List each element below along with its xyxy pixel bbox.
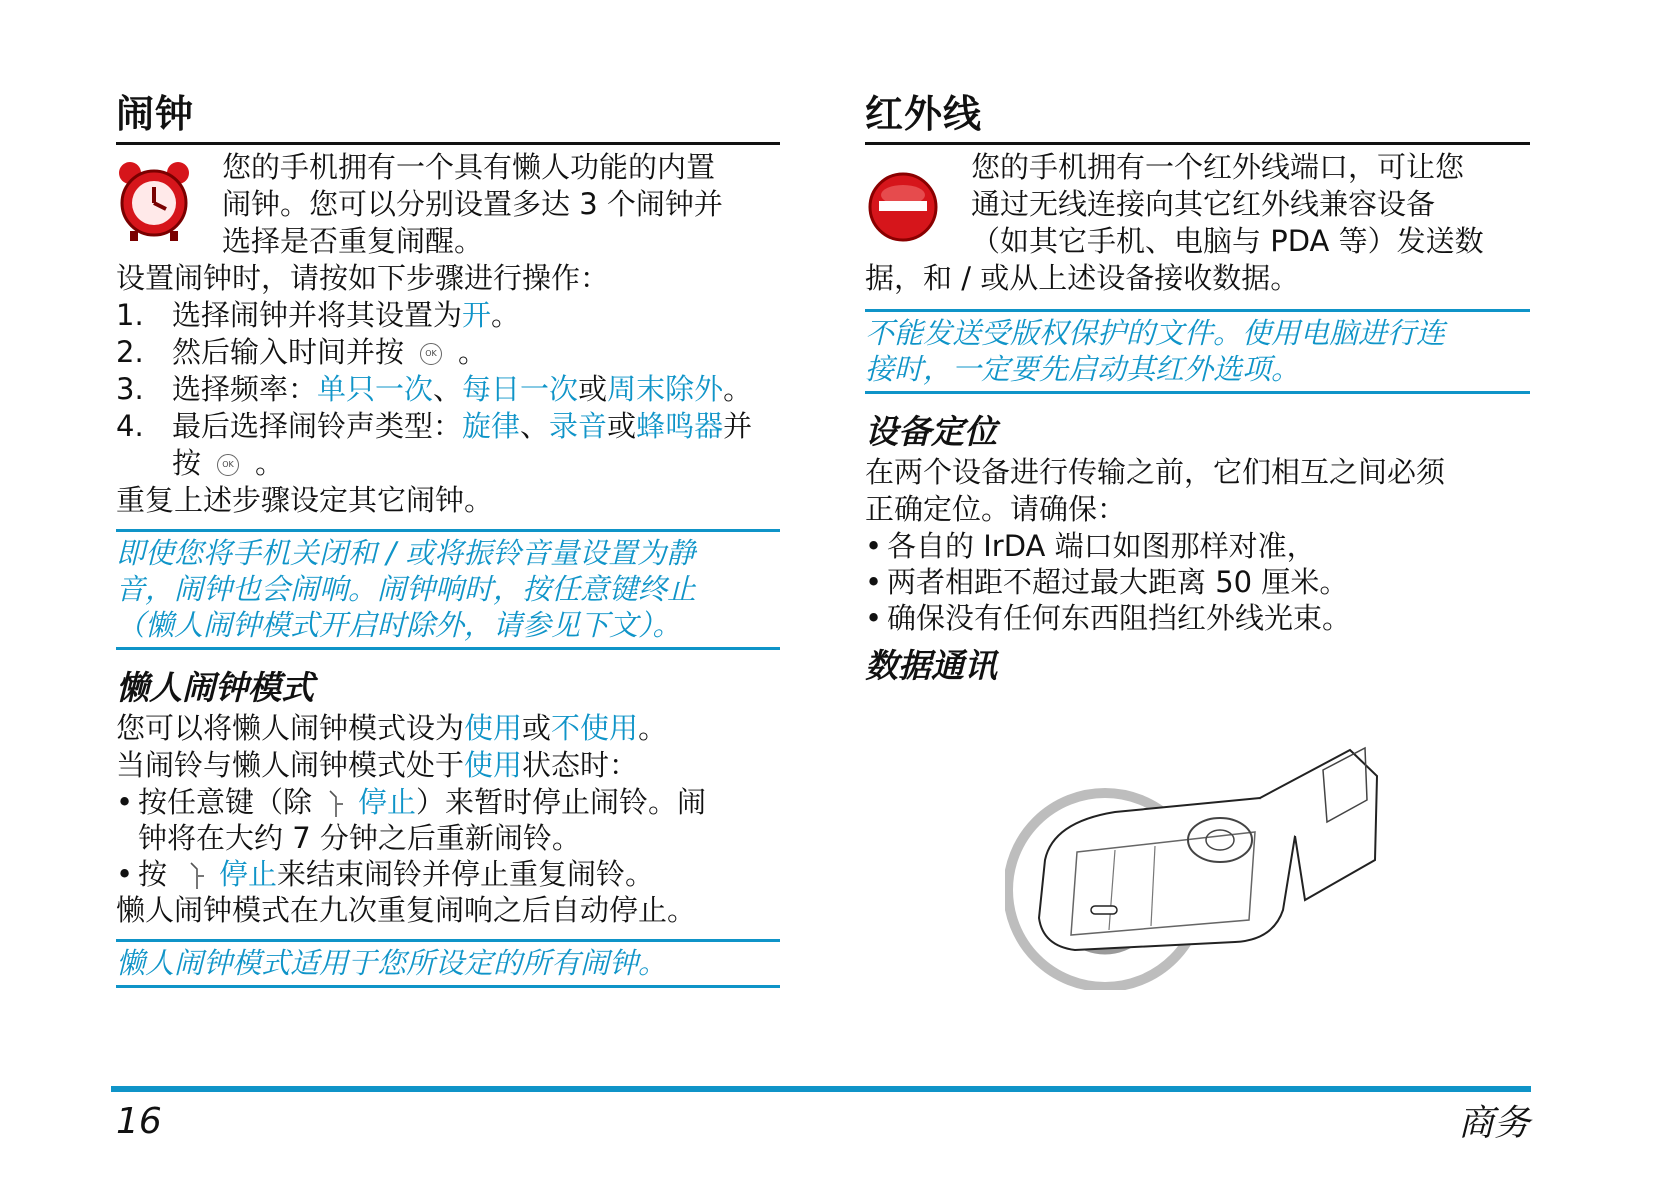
note-line: 不能发送受版权保护的文件。使用电脑进行连 [865,316,1446,350]
step-text: 。 [255,446,285,480]
right-column [865,90,1530,688]
snooze-text: 。 [638,711,668,745]
alarm-intro-line: 您的手机拥有一个具有懒人功能的内置 [222,150,716,184]
bullet-item [116,856,780,892]
step-text: 按 [172,446,202,480]
right-soft-key-icon [185,861,207,891]
option-stop: 停止 [219,857,278,891]
step-item [116,334,780,371]
step-text: 、 [433,372,463,406]
menu-option-buzzer: 蜂鸣器 [636,409,724,443]
note-line: （懒人闹钟模式开启时除外，请参见下文）。 [116,608,682,642]
infrared-title: 红外线 [865,90,1530,145]
positioning-bullets [865,528,1530,636]
step-text: 、 [520,409,550,443]
step-number: 3. [116,372,144,406]
infrared-intro-tail: 据，和 / 或从上述设备接收数据。 [865,261,1300,295]
option-use: 使用 [464,748,523,782]
positioning-line: 正确定位。请确保： [865,492,1127,526]
step-text: 并 [723,409,753,443]
infrared-intro-line: （如其它手机、电脑与 PDA 等）发送数 [971,224,1484,258]
option-stop: 停止 [358,785,417,819]
ok-key-icon: OK [217,454,239,476]
step-text: 。 [491,298,521,332]
step-item [116,408,780,482]
menu-option-daily: 每日一次 [462,372,579,406]
alarm-note [116,529,780,650]
phone-irda-illustration [1005,740,1380,990]
snooze-text: 当闹铃与懒人闹钟模式处于 [116,748,465,782]
step-number: 4. [116,409,144,443]
bullet-text: 按 [138,857,168,891]
infrared-intro-line: 您的手机拥有一个红外线端口，可让您 [971,150,1465,184]
infrared-note [865,309,1530,394]
data-communication-title: 数据通讯 [865,646,997,685]
bullet-item: • 各自的 IrDA 端口如图那样对准， [865,528,1530,564]
left-column [116,90,780,988]
footer-rule [111,1086,1531,1092]
option-use: 使用 [464,711,523,745]
infrared-intro [865,149,1530,260]
positioning-title: 设备定位 [865,412,997,451]
step-item [116,297,780,334]
bullet-text: 来结束闹铃并停止重复闹铃。 [277,857,655,891]
step-text: 。 [723,372,753,406]
alarm-clock-icon [116,159,192,243]
note-line: 懒人闹钟模式适用于您所设定的所有闹钟。 [116,946,668,980]
positioning-line: 在两个设备进行传输之前，它们相互之间必须 [865,455,1446,489]
section-name: 商务 [1457,1103,1530,1144]
step-text: 选择频率： [172,372,318,406]
infrared-intro-line: 通过无线连接向其它红外线兼容设备 [971,187,1436,221]
step-text: 。 [458,335,488,369]
steps-intro: 设置闹钟时，请按如下步骤进行操作： [116,261,610,295]
step-item [116,371,780,408]
alarm-intro-text [116,149,780,260]
snooze-paragraph [116,710,780,747]
bullet-text: 按任意键（除 [138,785,313,819]
alarm-intro-line: 闹钟。您可以分别设置多达 3 个闹钟并 [222,187,723,221]
alarm-steps [116,297,780,482]
bullet-item: • 确保没有任何东西阻挡红外线光束。 [865,600,1530,636]
menu-option-weekdays: 周末除外 [607,372,724,406]
step-text: 选择闹钟并将其设置为 [172,298,463,332]
repeat-line: 重复上述步骤设定其它闹钟。 [116,483,494,517]
bullet-text: 钟将在大约 7 分钟之后重新闹铃。 [138,821,581,855]
snooze-bullets [116,784,780,892]
note-line: 接时，一定要先启动其红外选项。 [865,352,1301,386]
snooze-note [116,939,780,988]
step-text: 或 [578,372,608,406]
bullet-item [116,784,780,856]
infrared-icon [865,165,941,249]
page-number: 16 [116,1101,162,1142]
menu-option-recording: 录音 [549,409,608,443]
menu-option-melody: 旋律 [462,409,521,443]
snooze-text: 或 [522,711,552,745]
alarm-intro [116,149,780,260]
snooze-end: 懒人闹钟模式在九次重复闹响之后自动停止。 [116,893,697,927]
snooze-title: 懒人闹钟模式 [116,668,314,707]
note-line: 即使您将手机关闭和 / 或将振铃音量设置为静 [116,536,696,570]
step-number: 1. [116,298,144,332]
right-soft-key-icon [324,789,346,819]
step-number: 2. [116,335,144,369]
menu-option-once: 单只一次 [317,372,434,406]
bullet-item: • 两者相距不超过最大距离 50 厘米。 [865,564,1530,600]
step-text: 或 [607,409,637,443]
snooze-text: 状态时： [522,748,639,782]
snooze-text: 您可以将懒人闹钟模式设为 [116,711,465,745]
alarm-intro-line: 选择是否重复闹醒。 [222,224,484,258]
infrared-intro-text [865,149,1530,260]
step-text: 最后选择闹铃声类型： [172,409,463,443]
menu-option-on: 开 [462,298,492,332]
option-not-use: 不使用 [551,711,639,745]
bullet-text: ）来暂时停止闹铃。闹 [416,785,707,819]
ok-key-icon: OK [420,343,442,365]
snooze-paragraph [116,747,780,784]
note-line: 音，闹钟也会闹响。闹钟响时，按任意键终止 [116,572,697,606]
step-text: 然后输入时间并按 [172,335,405,369]
alarm-title: 闹钟 [116,90,780,145]
